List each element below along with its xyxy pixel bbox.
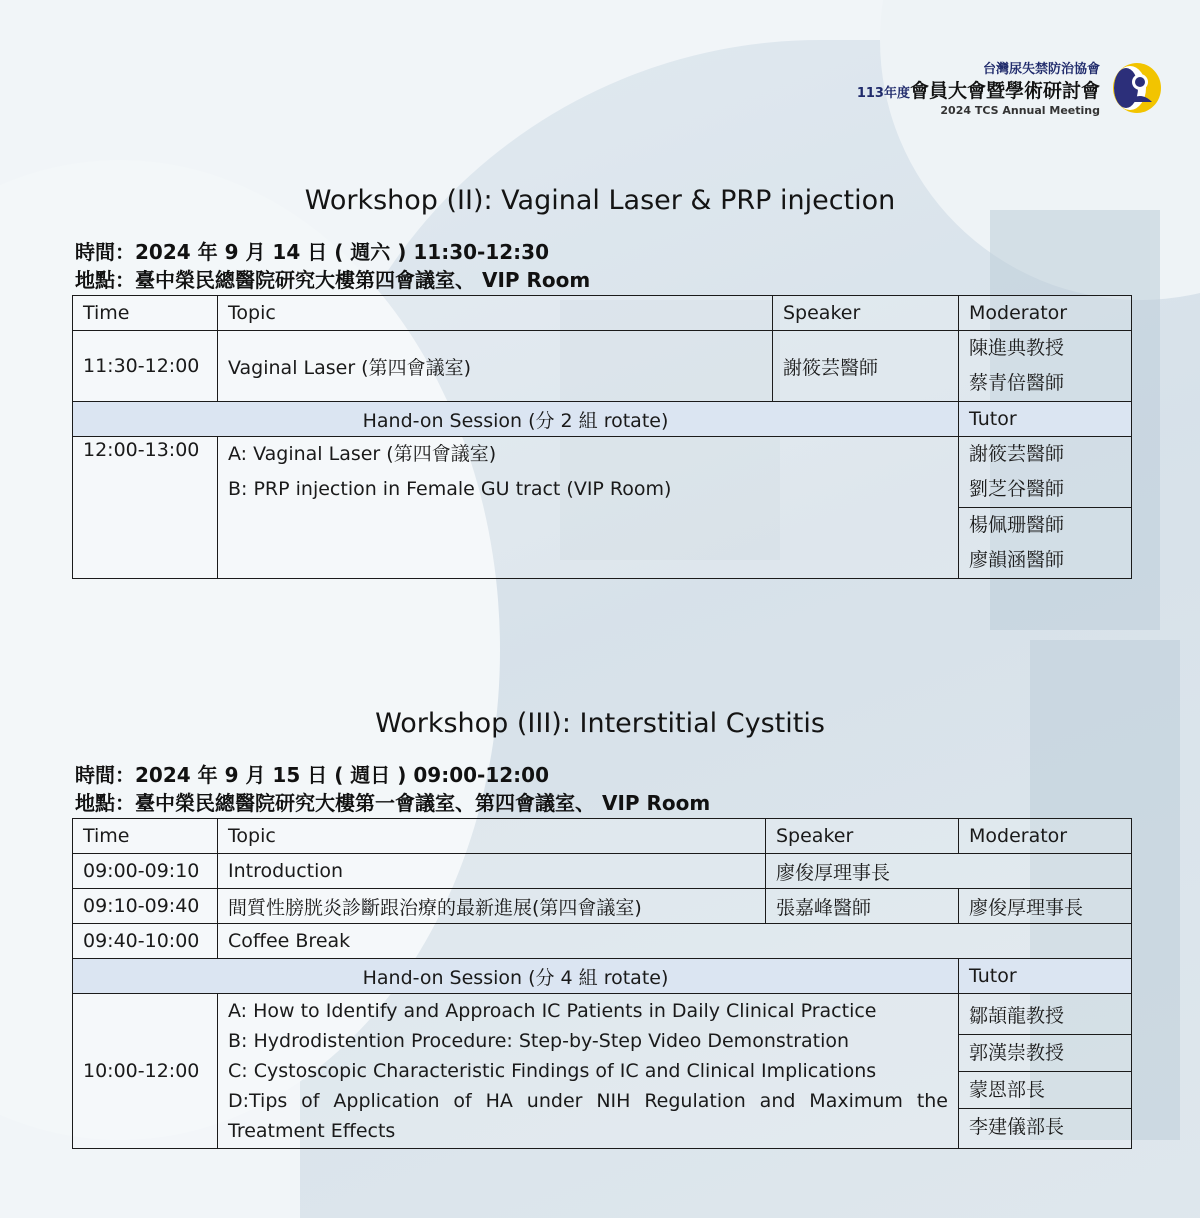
header-speaker: Speaker — [766, 819, 959, 854]
row-topic: Vaginal Laser (第四會議室) — [218, 331, 773, 402]
logo-english: 2024 TCS Annual Meeting — [940, 104, 1100, 117]
tutor-name: 蒙恩部長 — [959, 1071, 1131, 1108]
row-moderator: 廖俊厚理事長 — [959, 889, 1132, 924]
table-header-row — [73, 819, 1132, 854]
tutor-header: Tutor — [959, 959, 1132, 994]
row-speaker: 張嘉峰醫師 — [766, 889, 959, 924]
table-row — [73, 331, 1132, 402]
topic-line: B: Hydrodistention Procedure: Step-by-Step Video Demonstration — [228, 1030, 850, 1052]
workshop2-place: 地點：臺中榮民總醫院研究大樓第四會議室、 VIP Room — [75, 268, 591, 292]
logo-org-name: 台灣尿失禁防治協會 — [982, 62, 1100, 77]
table-row — [73, 994, 1132, 1149]
table-row — [73, 889, 1132, 924]
topic-line: A: How to Identify and Approach IC Patients in Daily Clinical Practice — [228, 1000, 877, 1022]
header-moderator: Moderator — [959, 296, 1132, 331]
workshop3-time: 時間：2024 年 9 月 15 日 ( 週日 ) 09:00-12:00 — [75, 763, 549, 787]
row-speaker: 廖俊厚理事長 — [766, 854, 1132, 889]
workshop3-table — [72, 818, 1132, 1149]
workshop3-title: Workshop (III): Interstitial Cystitis — [375, 708, 825, 739]
row-time: 09:00-09:10 — [73, 854, 218, 889]
moderator-name: 蔡青倍醫師 — [969, 372, 1065, 394]
row-time: 09:40-10:00 — [73, 924, 218, 959]
logo-event: 會員大會暨學術研討會 — [909, 80, 1100, 102]
table-row — [73, 924, 1132, 959]
tutor-name: 鄒頡龍教授 — [969, 1004, 1065, 1027]
row-time: 12:00-13:00 — [73, 437, 218, 579]
header-time: Time — [73, 296, 218, 331]
workshop2-title: Workshop (II): Vaginal Laser & PRP injection — [304, 185, 896, 216]
tutor-name: 楊佩珊醫師 — [959, 507, 1131, 543]
header-moderator: Moderator — [959, 819, 1132, 854]
session-band — [73, 959, 1132, 994]
table-row — [73, 854, 1132, 889]
tutor-header: Tutor — [959, 402, 1132, 437]
tutor-name: 謝筱芸醫師 — [969, 443, 1065, 465]
workshop2-time: 時間：2024 年 9 月 14 日 ( 週六 ) 11:30-12:30 — [75, 240, 549, 264]
row-topic: 間質性膀胱炎診斷跟治療的最新進展(第四會議室) — [218, 889, 766, 924]
header-speaker: Speaker — [773, 296, 959, 331]
topic-line: B: PRP injection in Female GU tract (VIP Room) — [228, 478, 672, 500]
header-topic: Topic — [218, 819, 766, 854]
row-time: 10:00-12:00 — [73, 994, 218, 1149]
event-logo — [832, 54, 1162, 124]
tutor-name: 劉芝谷醫師 — [969, 478, 1065, 500]
session-label: Hand-on Session (分 2 組 rotate) — [73, 402, 959, 437]
row-topics — [218, 437, 959, 579]
row-topic: Introduction — [218, 854, 766, 889]
logo-event-title — [857, 76, 1100, 103]
topic-line: D:Tips of Application of HA under NIH Regulation and Maximum the Treatment Effects — [228, 1090, 948, 1142]
tutor-name: 廖韻涵醫師 — [969, 549, 1065, 571]
header-topic: Topic — [218, 296, 773, 331]
logo-mark-icon — [1112, 62, 1162, 114]
session-band — [73, 402, 1132, 437]
workshop2-table — [72, 295, 1132, 579]
session-label: Hand-on Session (分 4 組 rotate) — [73, 959, 959, 994]
row-speaker: 謝筱芸醫師 — [773, 331, 959, 402]
row-tutors — [959, 994, 1132, 1149]
topic-line: C: Cystoscopic Characteristic Findings of IC and Clinical Implications — [228, 1060, 877, 1082]
row-topic: Coffee Break — [218, 924, 1132, 959]
table-header-row — [73, 296, 1132, 331]
topic-line: A: Vaginal Laser (第四會議室) — [228, 443, 497, 465]
row-tutors — [959, 437, 1132, 579]
row-topics — [218, 994, 959, 1149]
workshop3-place: 地點：臺中榮民總醫院研究大樓第一會議室、第四會議室、 VIP Room — [75, 791, 711, 815]
moderator-name: 陳進典教授 — [969, 337, 1065, 359]
row-moderators — [959, 331, 1132, 402]
logo-year: 113年度 — [856, 86, 910, 101]
row-time: 11:30-12:00 — [73, 331, 218, 402]
header-time: Time — [73, 819, 218, 854]
tutor-name: 郭漢崇教授 — [959, 1034, 1131, 1071]
tutor-name: 李建儀部長 — [959, 1108, 1131, 1145]
row-time: 09:10-09:40 — [73, 889, 218, 924]
table-row — [73, 437, 1132, 579]
